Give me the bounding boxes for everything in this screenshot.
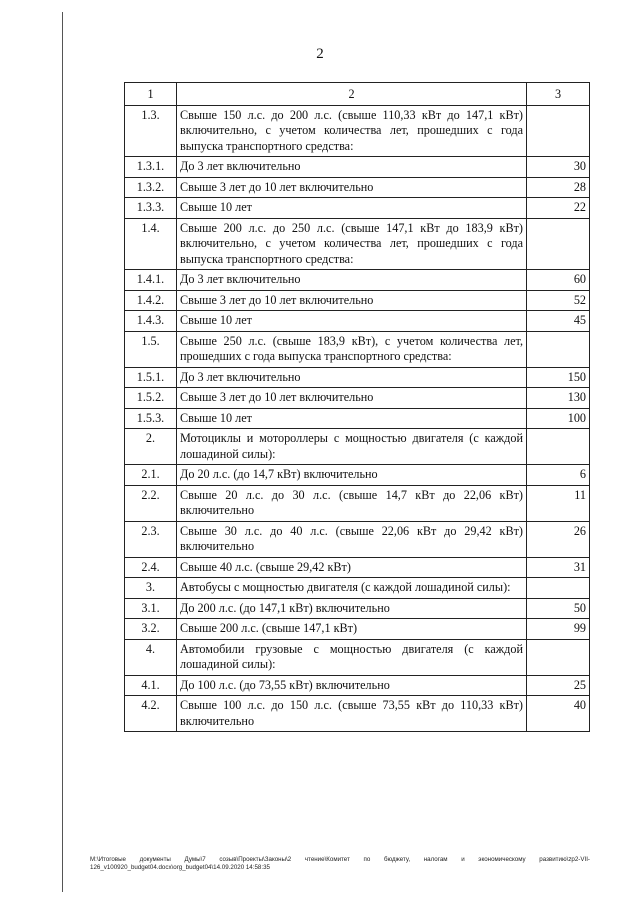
table-row [125,675,590,696]
row-description: Свыше 200 л.с. (свыше 147,1 кВт) [177,619,527,640]
table-row [125,485,590,521]
row-rate: 26 [527,521,590,557]
table-row [125,218,590,270]
row-number: 1.3.3. [125,198,177,219]
table-row [125,270,590,291]
row-number: 1.5.1. [125,367,177,388]
row-number: 4.2. [125,696,177,732]
row-number: 4. [125,639,177,675]
header-cell-1: 1 [125,83,177,106]
row-rate: 28 [527,177,590,198]
table-row [125,367,590,388]
row-number: 1.3.1. [125,157,177,178]
header-cell-3: 3 [527,83,590,106]
row-rate: 45 [527,311,590,332]
row-description: Свыше 250 л.с. (свыше 183,9 кВт), с учетом количества лет, прошедших с года выпуска транспортного средства: [177,331,527,367]
row-description: Свыше 10 лет [177,198,527,219]
table-row [125,521,590,557]
table-row [125,105,590,157]
table-row [125,696,590,732]
row-description: До 20 л.с. (до 14,7 кВт) включительно [177,465,527,486]
row-rate: 50 [527,598,590,619]
row-rate: 150 [527,367,590,388]
row-number: 2.3. [125,521,177,557]
row-rate: 31 [527,557,590,578]
table-row [125,311,590,332]
row-rate: 11 [527,485,590,521]
row-description: Свыше 150 л.с. до 200 л.с. (свыше 110,33 кВт до 147,1 кВт) включительно, с учетом количества лет, прошедших с года выпуска транспортного средства: [177,105,527,157]
margin-line [62,12,63,892]
document-path-footer: М:\Итоговые документы Думы\7 созыв\Проекты\Законы\2 чтение\Комитет по бюджету, налогам и экономическому развитию\zp2-VII-126_v100920_budget04.docx\org_budget04\14.09.2020 14:58:35 [90,856,590,871]
row-number: 1.4.3. [125,311,177,332]
row-number: 1.3. [125,105,177,157]
table-row [125,331,590,367]
row-description: Свыше 100 л.с. до 150 л.с. (свыше 73,55 кВт до 110,33 кВт) включительно [177,696,527,732]
row-number: 1.4.2. [125,290,177,311]
row-number: 2.2. [125,485,177,521]
row-rate [527,578,590,599]
row-rate: 40 [527,696,590,732]
page-number: 2 [316,46,324,62]
row-description: До 3 лет включительно [177,367,527,388]
table-row [125,198,590,219]
row-rate: 30 [527,157,590,178]
table-row [125,465,590,486]
table-row [125,598,590,619]
row-rate [527,429,590,465]
row-rate: 60 [527,270,590,291]
table-row [125,639,590,675]
row-number: 3. [125,578,177,599]
table-row [125,157,590,178]
row-rate: 52 [527,290,590,311]
row-number: 2. [125,429,177,465]
row-description: До 3 лет включительно [177,270,527,291]
row-description: Свыше 40 л.с. (свыше 29,42 кВт) [177,557,527,578]
row-number: 1.5.3. [125,408,177,429]
table-row [125,388,590,409]
row-rate [527,105,590,157]
table-row [125,177,590,198]
row-rate [527,639,590,675]
row-number: 3.2. [125,619,177,640]
row-number: 2.4. [125,557,177,578]
header-cell-2: 2 [177,83,527,106]
row-description: Свыше 3 лет до 10 лет включительно [177,290,527,311]
row-description: Свыше 3 лет до 10 лет включительно [177,388,527,409]
row-rate: 22 [527,198,590,219]
row-number: 2.1. [125,465,177,486]
row-number: 1.4. [125,218,177,270]
row-number: 1.4.1. [125,270,177,291]
row-description: Автобусы с мощностью двигателя (с каждой лошадиной силы): [177,578,527,599]
row-description: До 200 л.с. (до 147,1 кВт) включительно [177,598,527,619]
row-number: 1.5. [125,331,177,367]
row-rate: 99 [527,619,590,640]
table-row [125,578,590,599]
row-description: Свыше 10 лет [177,408,527,429]
table-row [125,619,590,640]
row-rate: 25 [527,675,590,696]
table-row [125,290,590,311]
tax-rate-table [124,82,590,732]
row-rate: 100 [527,408,590,429]
table-header-row [125,83,590,106]
row-description: Свыше 30 л.с. до 40 л.с. (свыше 22,06 кВт до 29,42 кВт) включительно [177,521,527,557]
row-rate: 130 [527,388,590,409]
table-row [125,429,590,465]
row-description: Свыше 200 л.с. до 250 л.с. (свыше 147,1 кВт до 183,9 кВт) включительно, с учетом количества лет, прошедших с года выпуска транспортного средства: [177,218,527,270]
row-rate: 6 [527,465,590,486]
row-rate [527,218,590,270]
table-row [125,557,590,578]
row-description: Свыше 20 л.с. до 30 л.с. (свыше 14,7 кВт до 22,06 кВт) включительно [177,485,527,521]
row-description: Свыше 3 лет до 10 лет включительно [177,177,527,198]
row-number: 1.5.2. [125,388,177,409]
row-number: 4.1. [125,675,177,696]
row-description: Свыше 10 лет [177,311,527,332]
row-number: 1.3.2. [125,177,177,198]
row-description: Автомобили грузовые с мощностью двигателя (с каждой лошадиной силы): [177,639,527,675]
table-row [125,408,590,429]
row-description: До 100 л.с. (до 73,55 кВт) включительно [177,675,527,696]
row-number: 3.1. [125,598,177,619]
row-description: До 3 лет включительно [177,157,527,178]
row-description: Мотоциклы и мотороллеры с мощностью двигателя (с каждой лошадиной силы): [177,429,527,465]
row-rate [527,331,590,367]
